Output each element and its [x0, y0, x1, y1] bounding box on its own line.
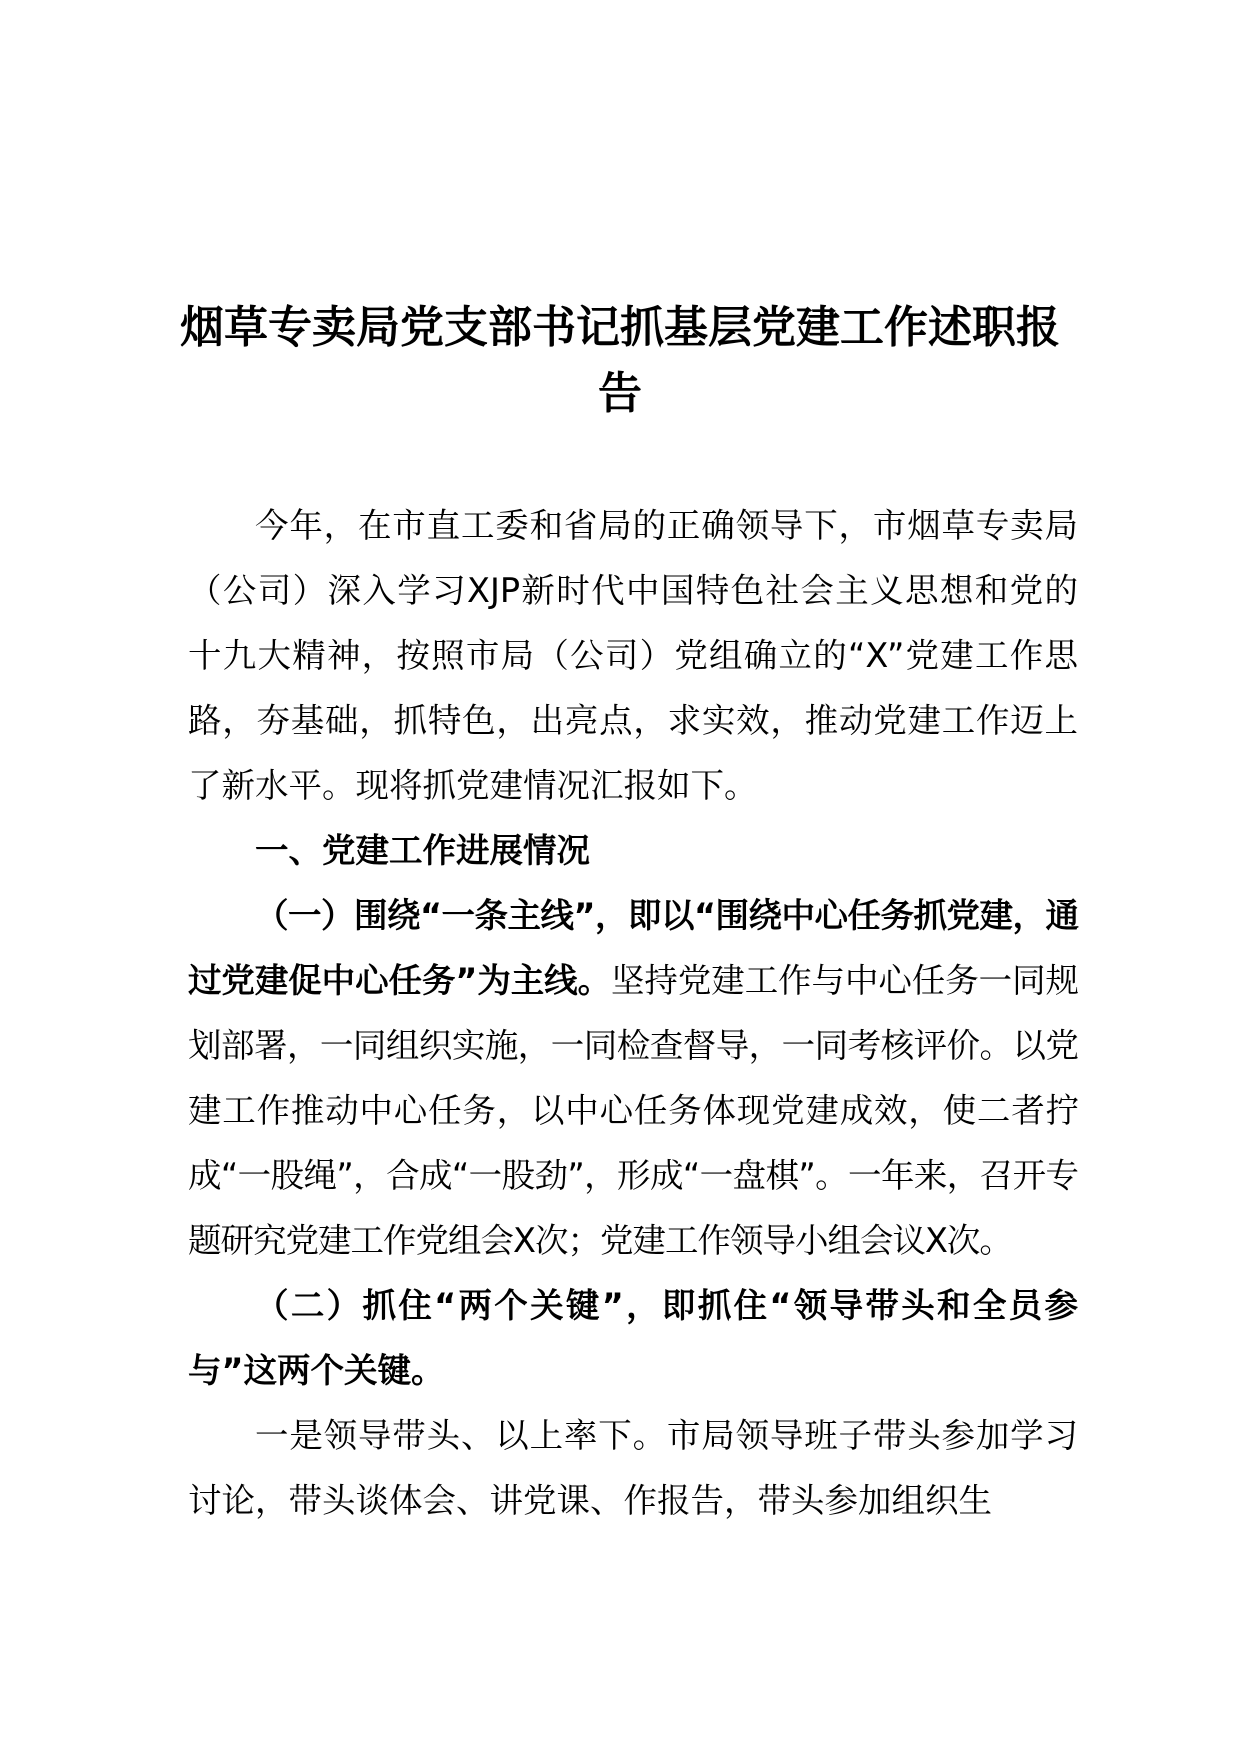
subsection-one-text: 坚持党建工作与中心任务一同规划部署，一同组织实施，一同检查督导，一同考核评价。以党建工作推动中心任务，以中心任务体现党建成效，使二者拧成“一股绳”，合成“一股劲”，形成“一盘棋”。一年来，召开专题研究党建工作党组会X次；党建工作领导小组会议X次。 [188, 961, 1078, 1260]
section-heading: 一、党建工作进展情况 [255, 831, 590, 870]
intro-paragraph: 今年，在市直工委和省局的正确领导下，市烟草专卖局（公司）深入学习XJP新时代中国特色社会主义思想和党的十九大精神，按照市局（公司）党组确立的“X”党建工作思路，夯基础，抓特色，出亮点，求实效，推动党建工作迈上了新水平。现将抓党建情况汇报如下。 [188, 506, 1078, 805]
point-one-paragraph: 一是领导带头、以上率下。市局领导班子带头参加学习讨论，带头谈体会、讲党课、作报告，带头参加组织生 [188, 1416, 1078, 1520]
document-title: 烟草专卖局党支部书记抓基层党建工作述职报告 [180, 302, 1060, 419]
subsection-one-heading: （一）围绕“一条主线”，即以“围绕中心任务抓党建，通过党建促中心任务”为主线。 [188, 896, 1078, 1000]
subsection-one-paragraph [188, 883, 1078, 1273]
document-body [188, 493, 1078, 1533]
subsection-two-heading: （二）抓住“两个关键”，即抓住“领导带头和全员参与”这两个关键。 [188, 1286, 1078, 1390]
